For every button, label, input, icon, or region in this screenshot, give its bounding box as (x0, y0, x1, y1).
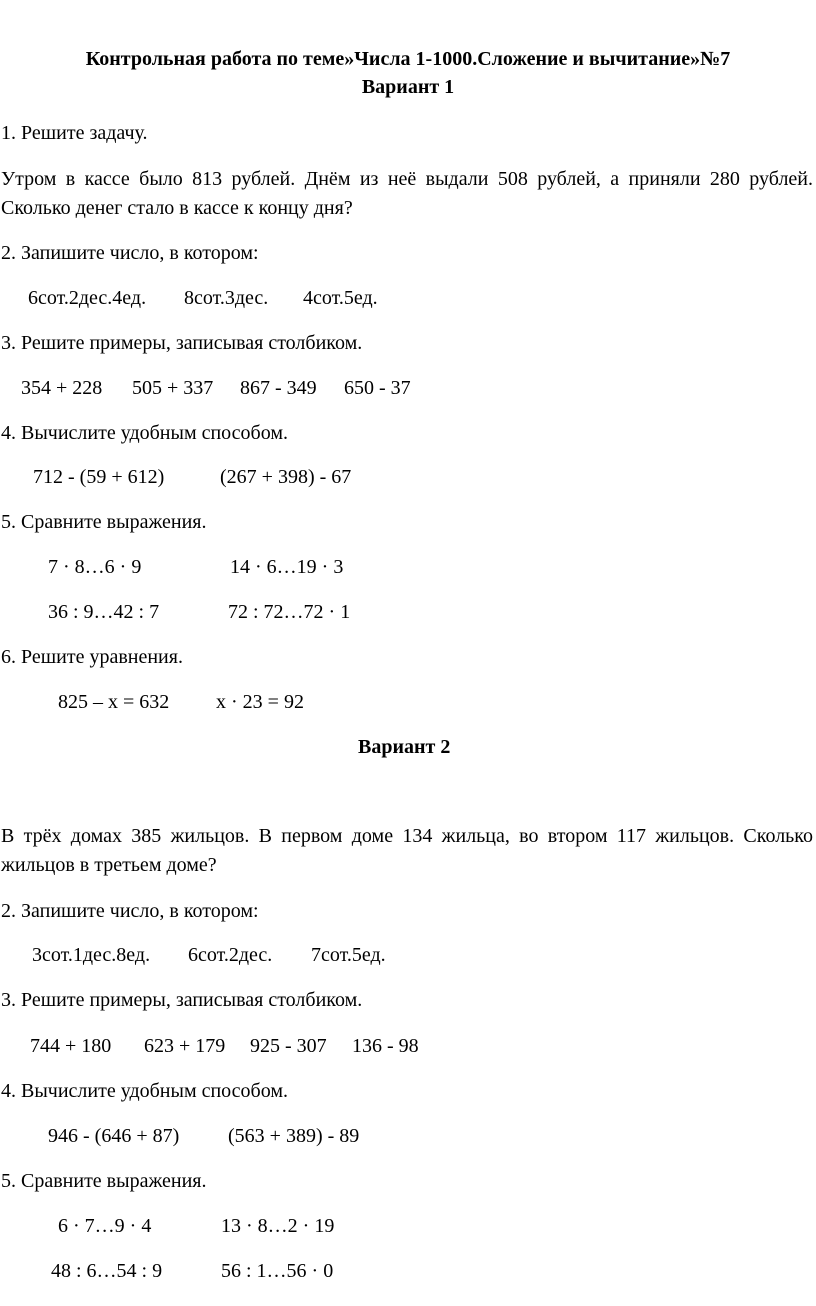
v2-task3-item: 925 - 307 (250, 1035, 327, 1057)
variant-2-label: Вариант 2 (358, 736, 451, 758)
v1-task4-heading: 4. Вычислите удобным способом. (1, 422, 289, 444)
v1-task6-equation: x · 23 = 92 (216, 691, 304, 713)
v2-task5-expression: 48 : 6…54 : 9 (51, 1260, 163, 1282)
v1-task2-heading: 2. Запишите число, в котором: (1, 242, 259, 264)
v2-task4-heading: 4. Вычислите удобным способом. (1, 1080, 289, 1102)
v1-task1-text: Утром в кассе было 813 рублей. Днём из неё выдали 508 рублей, а приняли 280 рублей. Сколько денег стало в кассе к концу дня? (1, 168, 813, 219)
v2-task2-heading: 2. Запишите число, в котором: (1, 900, 259, 922)
v1-task4-item: 712 - (59 + 612) (33, 466, 165, 488)
v1-task3-item: 354 + 228 (21, 377, 103, 399)
v2-task2-item: 7сот.5ед. (311, 944, 386, 966)
v1-task6-equation: 825 – x = 632 (58, 691, 170, 713)
v2-task2-item: 6сот.2дес. (188, 944, 273, 966)
v1-task3-item: 505 + 337 (132, 377, 214, 399)
v1-task2-item: 6сот.2дес.4ед. (28, 287, 147, 309)
v1-task5-expression: 14 · 6…19 · 3 (230, 556, 344, 578)
v2-task3-heading: 3. Решите примеры, записывая столбиком. (1, 989, 363, 1011)
v1-task2-item: 4сот.5ед. (303, 287, 378, 309)
v1-task4-item: (267 + 398) - 67 (220, 466, 352, 488)
v2-task5-expression: 6 · 7…9 · 4 (58, 1215, 152, 1237)
v1-task5-expression: 72 : 72…72 · 1 (228, 601, 351, 623)
v2-task3-item: 623 + 179 (144, 1035, 226, 1057)
v2-task2-item: 3сот.1дес.8ед. (32, 944, 151, 966)
v2-task4-item: 946 - (646 + 87) (48, 1125, 180, 1147)
v1-task6-heading: 6. Решите уравнения. (1, 646, 183, 668)
v2-task1-text: В трёх домах 385 жильцов. В первом доме 134 жильца, во втором 117 жильцов. Сколько жильцов в третьем доме? (1, 825, 813, 876)
v2-task5-expression: 13 · 8…2 · 19 (221, 1215, 335, 1237)
variant-1-label: Вариант 1 (361, 76, 455, 98)
v1-task5-heading: 5. Сравните выражения. (1, 511, 207, 533)
v1-task3-item: 650 - 37 (344, 377, 411, 399)
v2-task3-item: 136 - 98 (352, 1035, 419, 1057)
v2-task4-item: (563 + 389) - 89 (228, 1125, 360, 1147)
v1-task5-expression: 7 · 8…6 · 9 (48, 556, 142, 578)
v2-task5-heading: 5. Сравните выражения. (1, 1170, 207, 1192)
v1-task3-heading: 3. Решите примеры, записывая столбиком. (1, 332, 363, 354)
document-title: Контрольная работа по теме»Числа 1-1000.Сложение и вычитание»№7 (85, 48, 731, 70)
v1-task2-item: 8сот.3дес. (184, 287, 269, 309)
v2-task5-expression: 56 : 1…56 · 0 (221, 1260, 334, 1282)
v2-task3-item: 744 + 180 (30, 1035, 112, 1057)
v1-task1-heading: 1. Решите задачу. (1, 122, 148, 144)
v1-task3-item: 867 - 349 (240, 377, 317, 399)
v1-task5-expression: 36 : 9…42 : 7 (48, 601, 160, 623)
